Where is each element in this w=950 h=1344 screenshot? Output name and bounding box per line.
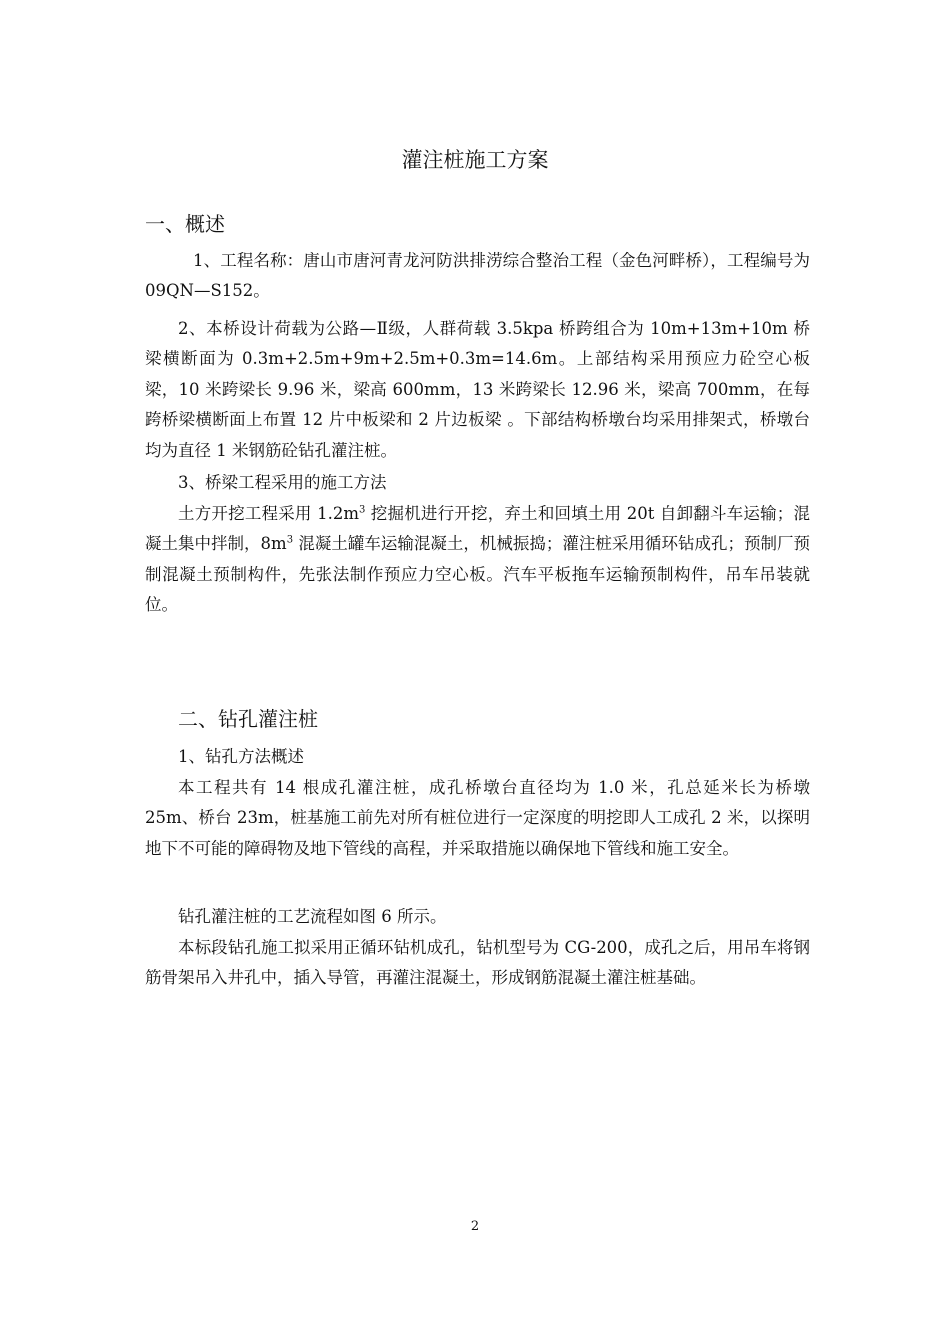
section2-paragraph-overview-heading: 1、钻孔方法概述 — [178, 747, 304, 766]
section1-paragraph-methods-heading: 3、桥梁工程采用的施工方法 — [178, 473, 387, 492]
cubic-superscript: 3 — [286, 534, 294, 546]
section1-heading: 一、概述 — [145, 212, 225, 236]
document-title: 灌注桩施工方案 — [401, 148, 549, 172]
section1-paragraph-project-name: 1、工程名称：唐山市唐河青龙河防洪排涝综合整治工程（金色河畔桥），工程编号为09QN—S152。 — [145, 251, 810, 301]
methods-text-part3: 混凝土罐车运输混凝土，机械振捣；灌注桩采用循环钻成孔；预制厂预制混凝土预制构件，先张法制作预应力空心板。汽车平板拖车运输预制构件，吊车吊装就位。 — [145, 534, 810, 615]
section2-heading: 二、钻孔灌注桩 — [178, 707, 318, 731]
page-number: 2 — [470, 1219, 480, 1234]
section2-paragraph-process-flow: 钻孔灌注桩的工艺流程如图 6 所示。 — [178, 907, 447, 926]
section2-paragraph-drilling-method: 本标段钻孔施工拟采用正循环钻机成孔，钻机型号为 CG-200，成孔之后，用吊车将钢筋骨架吊入井孔中，插入导管，再灌注混凝土，形成钢筋混凝土灌注桩基础。 — [145, 938, 810, 988]
section1-paragraph-methods-body — [145, 499, 810, 621]
methods-text-part2: 挖掘机进行开挖，弃土和回填土用 20t 自卸翻斗车运输；混凝土集中拌制，8m — [145, 504, 810, 554]
methods-text-part1: 土方开挖工程采用 1.2m — [178, 504, 359, 523]
section2-paragraph-overview-body: 本工程共有 14 根成孔灌注桩，成孔桥墩台直径均为 1.0 米，孔总延米长为桥墩 25m、桥台 23m，桩基施工前先对所有桩位进行一定深度的明挖即人工成孔 2 米，以探明地下不可能的障碍物及地下管线的高程，并采取措施以确保地下管线和施工安全。 — [145, 778, 810, 858]
cubic-superscript: 3 — [358, 504, 366, 516]
section1-paragraph-design-load: 2、本桥设计荷载为公路—Ⅱ级，人群荷载 3.5kpa 桥跨组合为 10m+13m+10m 桥梁横断面为 0.3m+2.5m+9m+2.5m+0.3m=14.6m。上部结构采用预应力砼空心板梁，10 米跨梁长 9.96 米，梁高 600mm，13 米跨梁长 12.96 米，梁高 700mm，在每跨桥梁横断面上布置 12 片中板梁和 2 片边板梁 。下部结构桥墩台均采用排架式，桥墩台均为直径 1 米钢筋砼钻孔灌注桩。 — [145, 319, 810, 460]
